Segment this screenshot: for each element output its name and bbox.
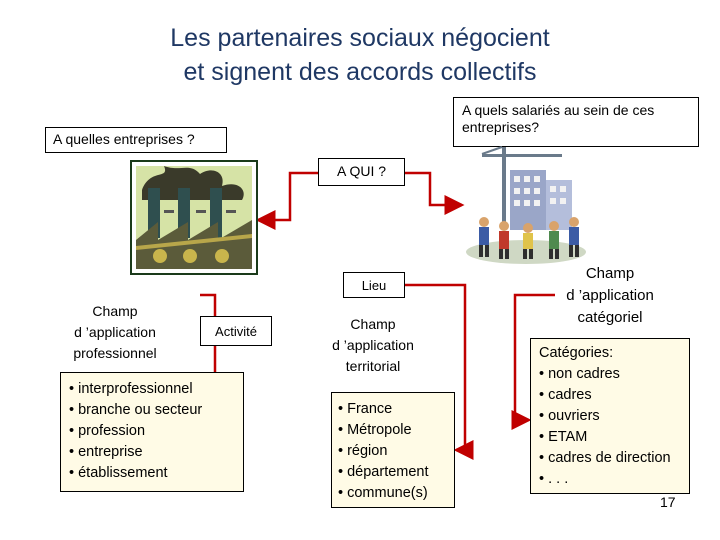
champ-territorial-line1: Champ <box>350 316 396 332</box>
list-professionnel-item: • interprofessionnel <box>69 381 193 397</box>
list-categoriel-item: • ouvriers <box>539 408 600 424</box>
factory-icon <box>130 160 258 275</box>
list-territorial-item: • commune(s) <box>338 485 428 501</box>
champ-professionnel-line1: Champ <box>92 303 138 319</box>
list-categoriel-item: • ETAM <box>539 429 588 445</box>
categories-title: Catégories: <box>539 345 614 361</box>
lieu-box <box>343 272 405 298</box>
list-territorial <box>331 392 455 508</box>
title-line-2: et signent des accords collectifs <box>183 58 537 86</box>
champ-professionnel-line2: d ’application <box>74 324 156 340</box>
a-qui-text: A QUI ? <box>336 163 387 179</box>
list-categoriel-item: • cadres de direction <box>539 450 671 466</box>
list-professionnel-item: • profession <box>69 423 146 439</box>
champ-professionnel-label <box>55 301 175 364</box>
champ-territorial-line2: d ’application <box>332 337 414 353</box>
arrow-aqui-to-workers <box>405 173 462 205</box>
list-territorial-item: • France <box>338 401 393 417</box>
question-entreprises-text: A quelles entreprises ? <box>53 131 195 147</box>
list-professionnel-item: • entreprise <box>69 444 143 460</box>
champ-categoriel-label <box>550 263 670 329</box>
list-territorial-item: • Métropole <box>338 422 412 438</box>
title-line-1: Les partenaires sociaux négocient <box>170 24 550 52</box>
activite-text: Activité <box>215 324 257 339</box>
champ-professionnel-line3: professionnel <box>73 345 157 361</box>
question-entreprises-box <box>45 127 227 153</box>
champ-territorial-label <box>313 314 433 377</box>
champ-categoriel-line3: catégoriel <box>577 309 643 326</box>
list-professionnel-item: • établissement <box>69 465 168 481</box>
list-categoriel <box>530 338 690 494</box>
list-territorial-item: • région <box>338 443 388 459</box>
list-categoriel-item: • non cadres <box>539 366 620 382</box>
list-professionnel <box>60 372 244 492</box>
arrow-aqui-to-factory <box>258 173 318 220</box>
a-qui-box <box>318 158 405 186</box>
list-categoriel-item: • cadres <box>539 387 592 403</box>
champ-categoriel-line1: Champ <box>585 265 635 282</box>
activite-box <box>200 316 272 346</box>
champ-territorial-line3: territorial <box>345 358 401 374</box>
lieu-text: Lieu <box>361 278 387 293</box>
list-categoriel-item: • . . . <box>539 471 569 487</box>
list-professionnel-item: • branche ou secteur <box>69 402 203 418</box>
champ-categoriel-line2: d ’application <box>566 287 654 304</box>
page-number: 17 <box>660 494 676 510</box>
workers-construction-icon <box>462 142 590 270</box>
list-territorial-item: • département <box>338 464 429 480</box>
question-salaries-box <box>453 97 699 147</box>
question-salaries-text: A quels salariés au sein de ces entreprises? <box>462 102 655 135</box>
